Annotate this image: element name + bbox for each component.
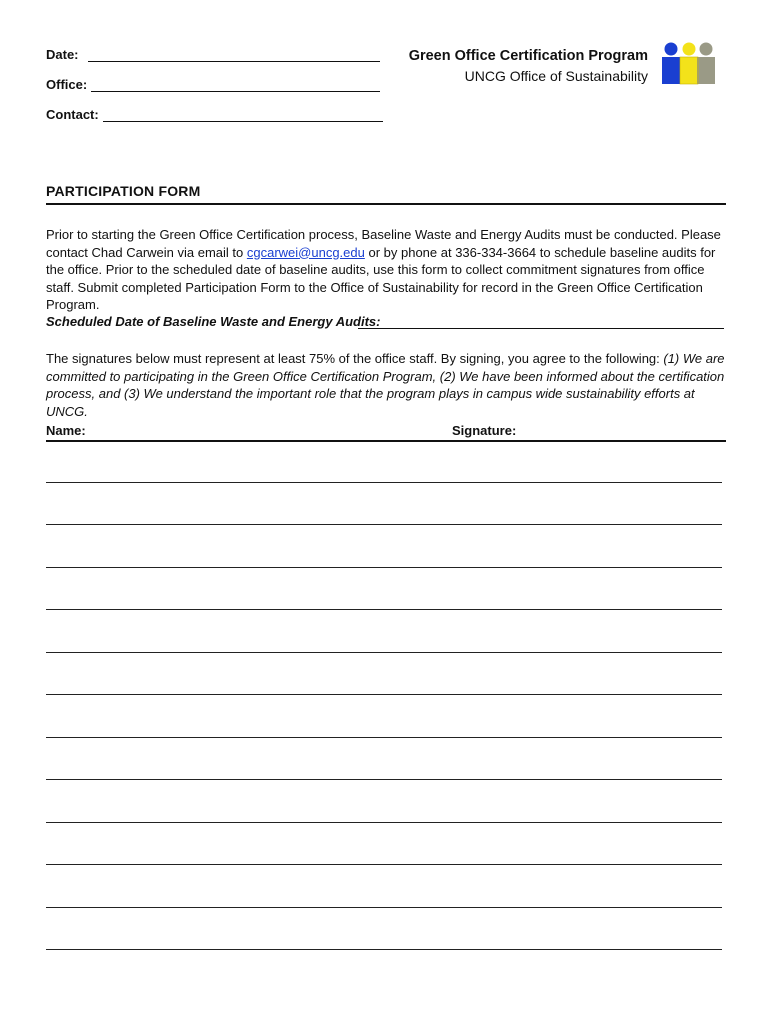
office-label: Office:: [46, 77, 88, 92]
signature-row[interactable]: [46, 652, 722, 653]
people-figures-logo-icon: [658, 42, 718, 86]
form-title: PARTICIPATION FORM: [46, 183, 201, 199]
table-header-divider: [46, 440, 726, 442]
title-divider: [46, 203, 726, 205]
scheduled-date-label: Scheduled Date of Baseline Waste and Energy Audits:: [46, 314, 381, 329]
program-title: Green Office Certification Program: [408, 48, 648, 64]
scheduled-date-line[interactable]: [358, 328, 724, 329]
name-column-header: Name:: [46, 423, 86, 438]
intro-text-2: or by phone at 336-334-3664 to schedule baseline audits for the office. Prior to the scheduled date of baseline audits, use this form to collect commitment signatures from office staff. Submit completed Participation Form to the Office of Sustainability for record in the Green Office Certification Program.: [46, 244, 716, 312]
intro-text-1: Prior to starting the Green Office Certification process, Baseline Waste and Energy Audits must be conducted. Please contact Chad Carwein via email to: [46, 227, 721, 260]
signature-row[interactable]: [46, 779, 722, 780]
agreement-text: The signatures below must represent at least 75% of the office staff. By signing, you agree to the following:: [46, 351, 664, 366]
program-header: [400, 46, 648, 86]
date-field[interactable]: [46, 47, 386, 67]
agreement-paragraph: [46, 350, 730, 420]
signature-row[interactable]: [46, 694, 722, 695]
office-field[interactable]: [46, 77, 386, 97]
signature-row[interactable]: [46, 609, 722, 610]
signature-row[interactable]: [46, 567, 722, 568]
agreement-italic-text: (1) We are committed to participating in the Green Office Certification Program, (2) We have been informed about the certification process, and (3) We understand the important role that the program plays in campus wide sustainability efforts at UNCG.: [46, 351, 725, 419]
signature-row[interactable]: [46, 482, 722, 483]
program-subtitle: UNCG Office of Sustainability: [464, 68, 648, 84]
intro-paragraph: [46, 226, 730, 314]
signature-row[interactable]: [46, 822, 722, 823]
contact-label: Contact:: [46, 107, 99, 122]
signature-row[interactable]: [46, 949, 722, 950]
scheduled-date-field[interactable]: [46, 314, 726, 334]
email-link[interactable]: cgcarwei@uncg.edu: [246, 244, 365, 260]
signature-row[interactable]: [46, 524, 722, 525]
office-line[interactable]: [91, 91, 380, 92]
date-line[interactable]: [88, 61, 380, 62]
contact-field[interactable]: [46, 107, 386, 127]
date-label: Date:: [46, 47, 79, 62]
signature-row[interactable]: [46, 864, 722, 865]
signature-row[interactable]: [46, 907, 722, 908]
contact-line[interactable]: [103, 121, 383, 122]
signature-column-header: Signature:: [452, 423, 517, 438]
signature-row[interactable]: [46, 737, 722, 738]
